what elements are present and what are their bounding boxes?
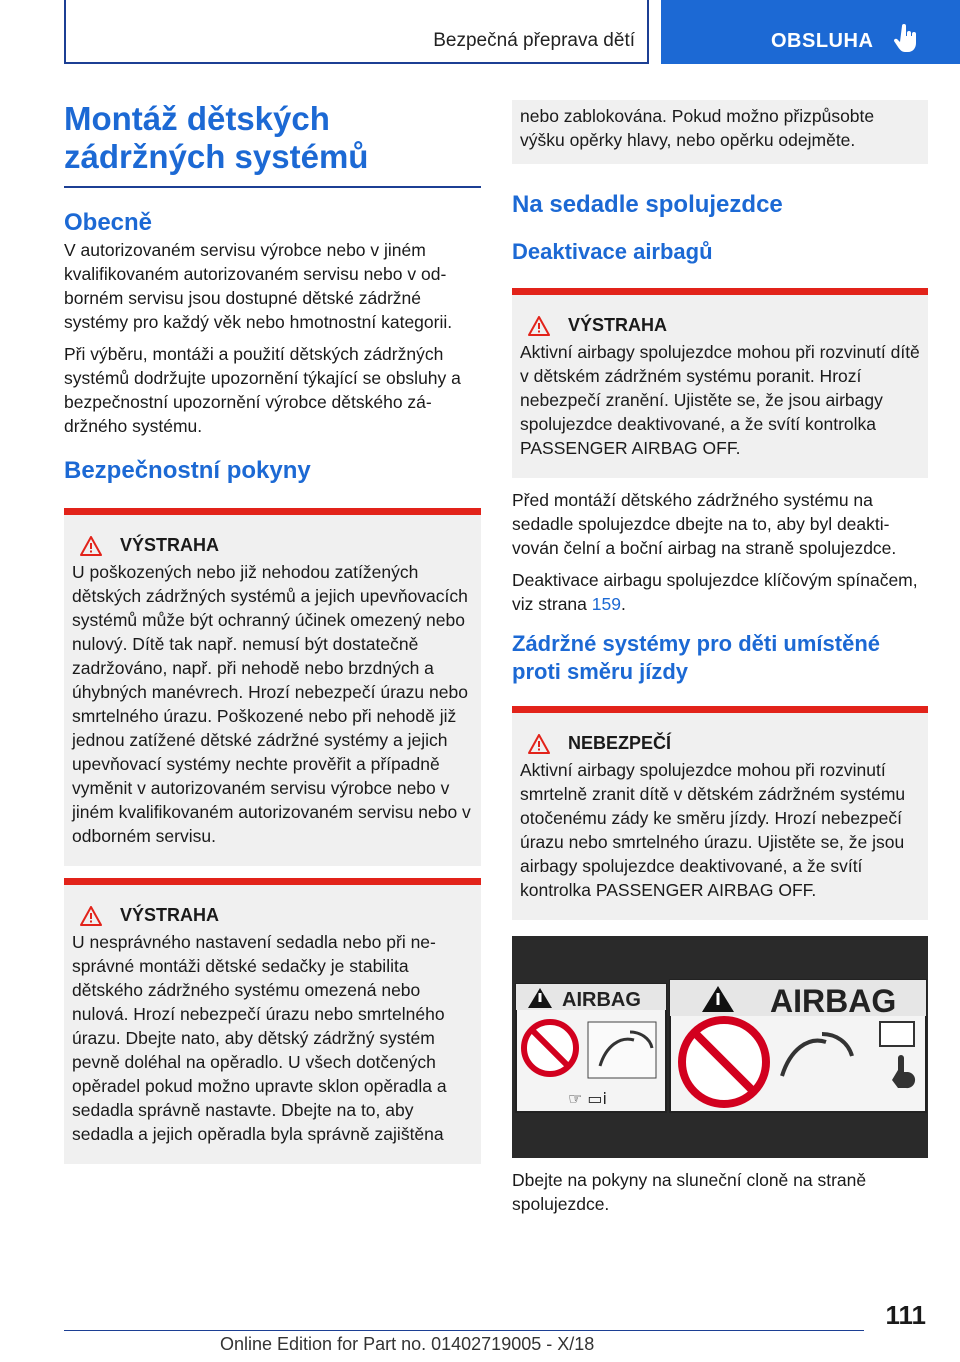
danger-title-text: NEBEZPEČÍ xyxy=(568,733,672,753)
airbag-label-small-text: AIRBAG xyxy=(562,989,641,1011)
key-switch-text: Deaktivace airbagu spolujezdce klíčovým spínačem, viz strana xyxy=(512,570,918,614)
paragraph-key-switch xyxy=(512,568,928,616)
key-switch-end: . xyxy=(620,594,626,614)
danger-title xyxy=(520,733,920,754)
warning-title-3 xyxy=(520,315,920,336)
image-caption: Dbejte na pokyny na sluneční cloně na straně spolujezdce. xyxy=(512,1170,867,1214)
chapter-tab[interactable] xyxy=(661,0,960,64)
svg-text:☞ ▭i: ☞ ▭i xyxy=(568,1089,607,1108)
airbag-label-large xyxy=(670,980,926,1112)
warning-continuation-text: nebo zablokována. Pokud možno přizpůsobte výšku opěrky hlavy, nebo opěrku odejměte. xyxy=(520,106,875,150)
warning-box-2 xyxy=(64,878,481,1164)
airbag-label-small xyxy=(516,984,666,1112)
warning-title-text-1: VÝSTRAHA xyxy=(120,535,220,555)
warning-text-1: U poškozených nebo již nehodou zatížených dětských zádržných systémů a jejich upevňovacích systémů může být ochranný účinek omezený nebo nulový. Dítě tak např. nemusí být dostatečně zadržováno, např. při nehodě nebo brzdných a úhybných manévrech. Hrozí nebezpečí úrazu nebo smrtelného úrazu. Poškozené nebo při nehodě již jednou zatížené dětské zádržné systémy a jejich upevňovací systémy nechte prověřit a případně vyměnit v autorizovaném servisu výrobce nebo v jiném kvalifikovaném autorizovaném servisu nebo v odborném servisu. xyxy=(72,562,471,846)
page-title: Montáž dětských zádržných systémů xyxy=(64,100,481,188)
warning-box-1 xyxy=(64,508,481,866)
warning-triangle-icon xyxy=(80,906,102,926)
heading-deactivate-airbags: Deaktivace airbagů xyxy=(512,239,713,264)
hand-pointer-icon xyxy=(893,24,919,54)
warning-title-2 xyxy=(72,905,473,926)
page-link-159[interactable]: 159 xyxy=(591,594,621,614)
danger-text: Aktivní airbagy spolujezdce mohou při rozvinutí smrtelně zranit dítě v dětském zádržném systému otočenému zády ke směru jízdy. Hrozí nebezpečí úrazu nebo smrtelného úrazu. Ujistěte se, že jsou airbagy spolujezdce deaktivované, a že svítí kontrolka PASSENGER AIRBAG OFF. xyxy=(520,760,906,900)
warning-box-3 xyxy=(512,288,928,478)
warning-text-2: U nesprávného nastavení sedadla nebo při nesprávné montáži dětské sedačky je stabilita dětského zádržného systému omezená nebo nulová. Hrozí nebezpečí úrazu nebo smrtelného úrazu. Dbejte nato, aby dětský zádržný systém pevně doléhal na opěradlo. U všech dotčených opěradel pokud možno upravte sklon opěradla a sedadla správně nastavte. Dbejte na to, aby sedadla a jejich opěradla byla správně zajištěna xyxy=(72,932,447,1144)
edition-footer: Online Edition for Part no. 01402719005 - X/18 xyxy=(220,1334,595,1354)
warning-title-1 xyxy=(72,535,473,556)
section-header-box xyxy=(64,0,649,64)
chapter-tab-label: OBSLUHA xyxy=(771,30,874,52)
warning-continuation xyxy=(512,100,928,164)
warning-title-text-2: VÝSTRAHA xyxy=(120,905,220,925)
paragraph-before-install: Před montáží dětského zádržného systému na sedadle spolujezdce dbejte na to, aby byl deaktivován čelní a boční airbag na straně spolujezdce. xyxy=(512,490,897,558)
warning-triangle-icon xyxy=(528,316,550,336)
page-header xyxy=(64,0,960,64)
heading-general: Obecně xyxy=(64,209,153,236)
page-number: 111 xyxy=(885,1300,926,1330)
heading-safety: Bezpečnostní pokyny xyxy=(64,457,311,484)
danger-box xyxy=(512,706,928,920)
airbag-label-photo xyxy=(512,936,928,1158)
warning-text-3: Aktivní airbagy spolujezdce mohou při rozvinutí dítě v dětském zádržném systému poranit. Hrozí nebezpečí zranění. Ujistěte se, že jsou airbagy spolujezdce deaktivované, a že svítí kontrolka PASSENGER AIRBAG OFF. xyxy=(520,342,920,458)
heading-rear-facing: Zádržné systémy pro děti umístěné proti směru jízdy xyxy=(512,631,880,684)
paragraph-general-2: Při výběru, montáži a použití dětských zádržných systémů dodržujte upozornění týkající se obsluhy a bezpečnostní upozornění výrobce dětského zádržného systému. xyxy=(64,344,461,436)
left-column xyxy=(64,100,481,1164)
warning-triangle-icon xyxy=(528,734,550,754)
airbag-warning-labels xyxy=(512,936,928,1158)
heading-passenger-seat: Na sedadle spolujezdce xyxy=(512,191,783,218)
footer-divider xyxy=(64,1330,864,1331)
warning-triangle-icon xyxy=(80,536,102,556)
warning-title-text-3: VÝSTRAHA xyxy=(568,315,668,335)
right-column xyxy=(512,100,928,1224)
paragraph-general-1: V autorizovaném servisu výrobce nebo v jiném kvalifikovaném autorizovaném servisu nebo v odborném servisu jsou dostupné dětské zádržné systémy pro každý věk nebo hmotnostní kategorii. xyxy=(64,240,453,332)
airbag-label-large-text: AIRBAG xyxy=(770,983,897,1019)
section-title: Bezpečná přeprava dětí xyxy=(433,30,635,51)
